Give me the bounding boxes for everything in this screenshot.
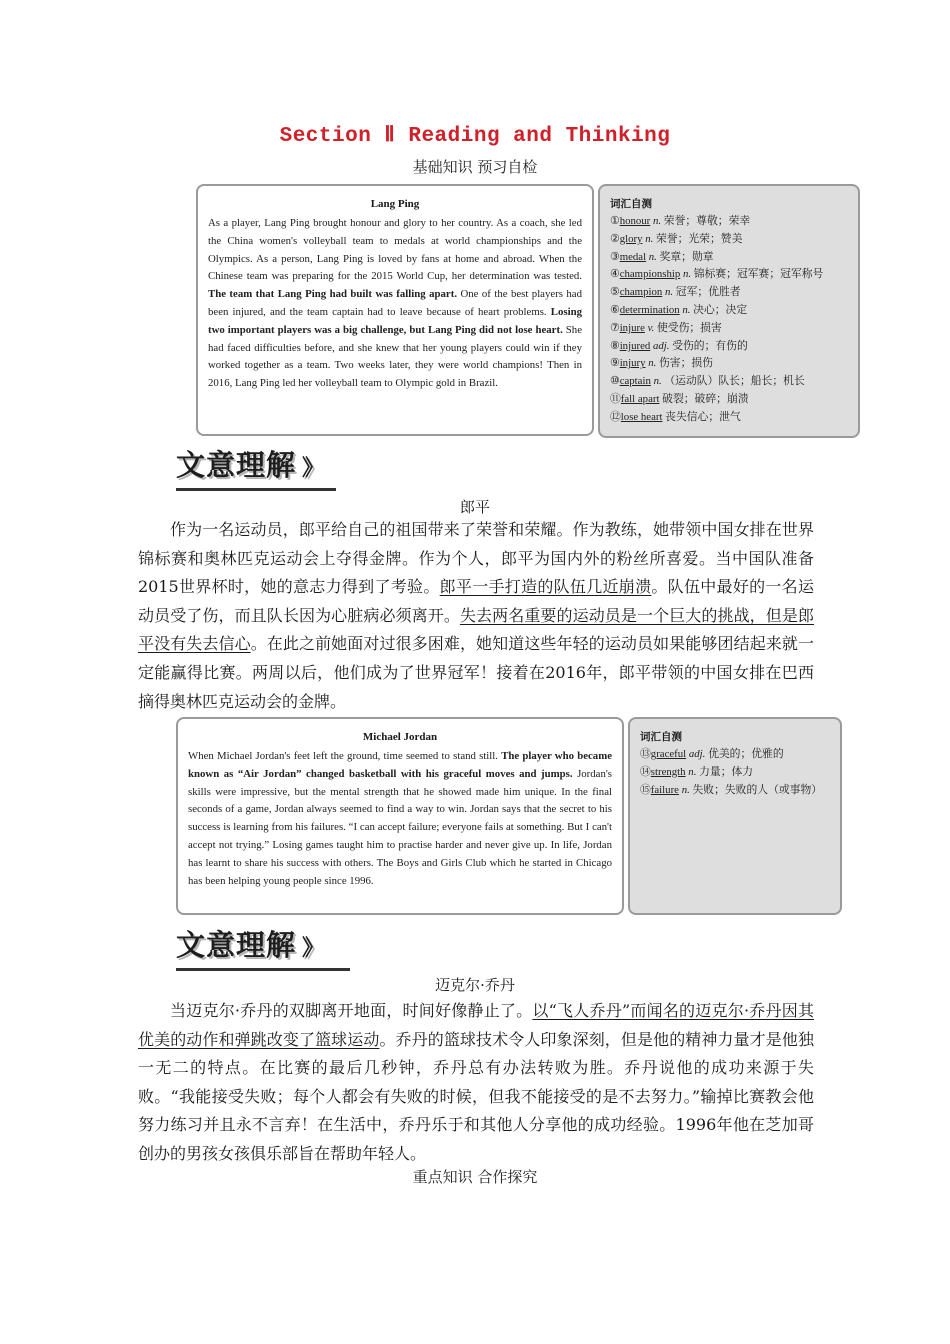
- translation-paragraph: [138, 516, 814, 716]
- double-chevron-icon: 》: [302, 456, 322, 481]
- translation-text: 。乔丹的篮球技术令人印象深刻，但是他的精神力量才是他独一无二的特点。在比赛的最后几秒钟，乔丹总有办法转败为胜。乔丹说他的成功来源于失败。“我能接受失败；每个人都会有失败的时候，但我不能接受的是不去努力。”输掉比赛教会他努力练习并且永不言弃！在生活中，乔丹乐于和其他人分享他的成功经验。1996年他在芝加哥创办的男孩女孩俱乐部旨在帮助年轻人。: [138, 1029, 814, 1163]
- translation-title: 郎平: [459, 498, 490, 516]
- vocab-item: [610, 249, 850, 267]
- passage-sentence: When Michael Jordan's feet left the ground, time seemed to stand still.: [188, 750, 502, 762]
- vocab-pos: n.: [688, 765, 697, 778]
- translation-text: 当迈克尔·乔丹的双脚离开地面，时间好像静止了。: [170, 1001, 533, 1020]
- vocab-number: ⑥: [610, 303, 620, 316]
- underlined-translation: 郎平一手打造的队伍几近崩溃: [439, 577, 652, 597]
- underlined-translation: 以“飞人乔丹”而闻名的迈克尔·乔丹因其优美的动作和弹跳改变了篮球运动: [138, 1001, 814, 1049]
- vocab-number: ④: [610, 268, 620, 281]
- vocab-word: fall apart: [620, 392, 660, 405]
- vocab-definition: 荣誉；光荣；赞美: [656, 232, 743, 245]
- vocab-definition: 力量；体力: [699, 765, 754, 778]
- vocab-definition: 受伤的；有伤的: [672, 339, 748, 352]
- vocab-item: [610, 373, 850, 391]
- vocab-definition: （运动队）队长；船长；机长: [664, 375, 805, 388]
- vocab-item: [610, 320, 850, 338]
- vocab-number: ⑧: [610, 339, 620, 352]
- comprehension-banner: [176, 926, 350, 971]
- vocab-definition: 伤害；损伤: [659, 357, 713, 370]
- vocab-item: [640, 746, 832, 764]
- vocab-definition: 失败；失败的人（或事物）: [692, 783, 823, 796]
- vocab-definition: 丧失信心；泄气: [665, 410, 741, 423]
- vocab-definition: 荣誉；尊敬；荣幸: [663, 215, 751, 227]
- vocab-definition: 优美的；优雅的: [708, 748, 784, 760]
- vocab-item: [610, 284, 850, 302]
- vocab-item: [610, 302, 850, 320]
- vocab-word: injury: [619, 357, 646, 370]
- vocab-quiz-box-1: [598, 184, 860, 438]
- vocab-number: ⑦: [610, 321, 620, 334]
- vocab-definition: 冠军；优胜者: [675, 286, 741, 299]
- section-subtitle-key: 重点知识 合作探究: [412, 1168, 538, 1186]
- section-subtitle-preview: 基础知识 预习自检: [412, 158, 538, 176]
- passage-sentence: Jordan's skills were impressive, but the mental strength that he showed made him unique. In the final seconds of a game, Jordan always seemed to find a way to win. Jordan says that the secret to his success is learning from his failures. “I can accept failure; everyone fails at something. But I can't accept not trying.” Losing games taught him to practise harder and never give up. In life, Jordan has learnt to share his success with others. The Boys and Girls Club which he started in Chicago has been helping young people since 1996.: [188, 767, 612, 887]
- vocab-item: [610, 338, 850, 356]
- vocab-number: ⑬: [640, 748, 651, 760]
- vocab-number: ⑫: [610, 410, 621, 423]
- vocab-item: [610, 266, 850, 284]
- underlined-translation: 失去两名重要的运动员是一个巨大的挑战，但是郎平没有失去信心: [138, 605, 814, 654]
- vocab-number: ⑮: [640, 783, 651, 796]
- vocab-word: medal: [619, 250, 647, 263]
- vocab-definition: 奖章；勋章: [659, 250, 714, 263]
- vocab-word: championship: [619, 268, 681, 281]
- vocab-definition: 锦标赛；冠军赛；冠军称号: [693, 268, 824, 281]
- vocab-word: injured: [619, 339, 651, 352]
- passage-lang-ping-box: [196, 184, 594, 436]
- vocab-pos: n.: [682, 303, 691, 316]
- double-chevron-icon: 》: [302, 936, 322, 961]
- vocab-word: determination: [619, 303, 680, 316]
- vocab-pos: n.: [681, 783, 690, 796]
- vocab-number: ⑨: [610, 357, 620, 370]
- key-sentence: The player who became known as “Air Jordan” changed basketball with his graceful moves and jumps.: [188, 750, 612, 780]
- vocab-word: graceful: [650, 748, 687, 760]
- translation-text: 作为一名运动员，郎平给自己的祖国带来了荣誉和荣耀。作为教练，她带领中国女排在世界锦标赛和奥林匹克运动会上夺得金牌。作为个人，郎平为国内外的粉丝所喜爱。当中国队准备2015世界杯时，她的意志力得到了考验。: [138, 520, 814, 597]
- vocab-pos: v.: [647, 321, 655, 334]
- vocab-pos: n.: [652, 215, 662, 227]
- vocab-heading: 词汇自测: [610, 198, 652, 210]
- vocab-item: [640, 782, 832, 800]
- passage-text: [188, 748, 612, 890]
- vocab-pos: adj.: [688, 748, 706, 760]
- vocab-number: ③: [610, 250, 620, 263]
- vocab-word: captain: [619, 375, 651, 388]
- translation-paragraph: [138, 997, 814, 1169]
- vocab-word: strength: [650, 765, 686, 778]
- banner-text: 文意理解: [176, 928, 297, 962]
- vocab-pos: n.: [682, 268, 692, 281]
- vocab-pos: n.: [664, 286, 674, 299]
- vocab-word: lose heart: [620, 410, 663, 423]
- vocab-item: [610, 231, 850, 249]
- vocab-number: ⑪: [610, 392, 621, 405]
- vocab-item: [610, 355, 850, 373]
- passage-sentence: One of the best players had been injured, and the team captain had to leave because of heart problems.: [208, 288, 582, 318]
- vocab-item: [610, 409, 850, 427]
- key-sentence: Losing two important players was a big challenge, but Lang Ping did not lose heart.: [208, 305, 582, 336]
- vocab-word: honour: [619, 215, 651, 227]
- key-sentence: The team that Lang Ping had built was falling apart.: [208, 288, 458, 301]
- passage-michael-jordan-box: [176, 717, 624, 915]
- vocab-quiz-box-2: [628, 717, 842, 915]
- comprehension-banner: [176, 446, 336, 491]
- translation-text: 。在此之前她面对过很多困难，她知道这些年轻的运动员如果能够团结起来就一定能赢得比赛。两周以后，他们成为了世界冠军！接着在2016年，郎平带领的中国女排在巴西摘得奥林匹克运动会的金牌。: [138, 634, 814, 711]
- page-title: Section Ⅱ Reading and Thinking: [279, 125, 671, 148]
- passage-text: [208, 215, 582, 393]
- vocab-number: ⑤: [610, 286, 620, 299]
- vocab-number: ②: [610, 232, 620, 245]
- vocab-pos: adj.: [652, 339, 670, 352]
- vocab-item: [640, 764, 832, 782]
- vocab-definition: 使受伤；损害: [656, 321, 722, 334]
- vocab-pos: n.: [648, 357, 657, 370]
- translation-text: 。队伍中最好的一名运动员受了伤，而且队长因为心脏病必须离开。: [138, 577, 814, 625]
- passage-sentence: She had faced difficulties before, and she knew that her young players could win if they worked together as a team. Two weeks later, they were world champions! Then in 2016, Lang Ping led her volleyball team to Olympic gold in Brazil.: [208, 323, 582, 390]
- vocab-word: champion: [619, 286, 663, 299]
- vocab-word: injure: [619, 321, 645, 334]
- vocab-item: [610, 213, 850, 231]
- vocab-pos: n.: [653, 375, 662, 388]
- vocab-list: [640, 746, 832, 799]
- vocab-word: glory: [619, 232, 643, 245]
- vocab-list: [610, 213, 850, 427]
- passage-sentence: As a player, Lang Ping brought honour and glory to her country. As a coach, she led the China women's volleyball team to medals at world championships and the Olympics. As a person, Lang Ping is loved by fans at home and abroad. When the Chinese team was preparing for the 2015 World Cup, her determination was tested.: [208, 217, 582, 283]
- banner-text: 文意理解: [176, 448, 297, 482]
- vocab-heading: 词汇自测: [640, 731, 682, 743]
- vocab-word: failure: [650, 783, 679, 796]
- vocab-number: ⑩: [610, 375, 620, 388]
- passage-heading: Michael Jordan: [362, 731, 438, 743]
- vocab-definition: 决心；决定: [693, 303, 748, 316]
- vocab-definition: 破裂；破碎；崩溃: [662, 392, 749, 405]
- passage-heading: Lang Ping: [370, 198, 420, 210]
- translation-title: 迈克尔·乔丹: [435, 976, 515, 994]
- vocab-pos: n.: [648, 250, 657, 263]
- vocab-number: ①: [610, 215, 620, 227]
- vocab-pos: n.: [645, 232, 654, 245]
- vocab-number: ⑭: [640, 765, 651, 778]
- vocab-item: [610, 391, 850, 409]
